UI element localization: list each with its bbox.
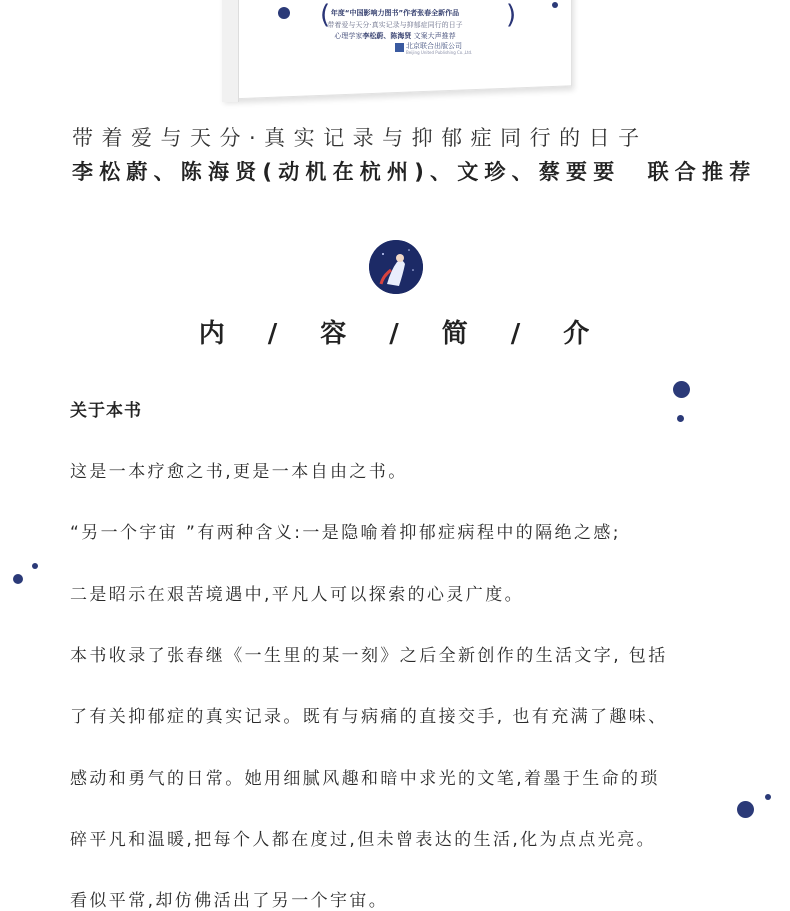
- cover-publisher-en: Beijing United Publishing Co.,Ltd.: [406, 50, 473, 55]
- decor-dot-bottom-2: [765, 794, 771, 800]
- section-title-char-1: 内: [198, 319, 227, 349]
- cover-paren-left: (: [320, 0, 331, 30]
- section-title-sep-1: /: [267, 319, 280, 349]
- section-title-sep-2: /: [389, 319, 401, 349]
- cover-publisher: 北京联合出版公司: [406, 42, 462, 50]
- avatar-figure-icon: [369, 240, 423, 294]
- section-title-sep-3: /: [510, 319, 523, 349]
- about-line-1: 这是一本疗愈之书,更是一本自由之书。: [70, 462, 408, 482]
- cover-line-3-names: 李松蔚、陈海贤: [362, 32, 412, 40]
- headline-recommenders: 李松蔚、陈海贤(动机在杭州)、文珍、蔡要要 联合推荐: [72, 160, 757, 184]
- about-line-4: 本书收录了张春继《一生里的某一刻》之后全新创作的生活文字, 包括: [70, 646, 668, 666]
- cover-line-3: [0, 31, 790, 41]
- section-title-char-2: 容: [320, 319, 349, 349]
- decor-dot-small-top: [677, 415, 684, 422]
- cover-paren-right: ): [506, 0, 517, 30]
- about-line-5: 了有关抑郁症的真实记录。既有与病痛的直接交手, 也有充满了趣味、: [70, 707, 668, 727]
- decor-dot-left-1: [13, 574, 23, 584]
- section-title-char-3: 简: [441, 319, 470, 349]
- cover-line-2: 带着爱与天分·真实记录与抑郁症同行的日子: [327, 21, 463, 29]
- about-line-3: 二是昭示在艰苦境遇中,平凡人可以探索的心灵广度。: [70, 585, 525, 605]
- decor-dot-bottom-1: [737, 801, 754, 818]
- decor-dot-large-top: [673, 381, 690, 398]
- about-line-6: 感动和勇气的日常。她用细腻风趣和暗中求光的文笔,着墨于生命的琐: [70, 769, 660, 789]
- author-avatar: [369, 240, 423, 294]
- section-title: [0, 313, 790, 350]
- publisher-logo: [395, 43, 404, 52]
- section-title-char-4: 介: [563, 319, 592, 349]
- headline-tagline: 带着爱与天分·真实记录与抑郁症同行的日子: [72, 126, 648, 150]
- about-heading: 关于本书: [70, 401, 142, 421]
- cover-line-3-prefix: 心理学家: [334, 32, 363, 40]
- about-line-2: “另一个宇宙 ”有两种含义:一是隐喻着抑郁症病程中的隔绝之感;: [70, 523, 621, 543]
- decor-dot-left-2: [32, 563, 38, 569]
- cover-line-1: 年度“中国影响力图书”作者张春全新作品: [330, 9, 460, 17]
- cover-line-3-suffix: 文案大声推荐: [413, 32, 456, 40]
- about-line-8: 看似平常,却仿佛活出了另一个宇宙。: [70, 891, 389, 911]
- about-line-7: 碎平凡和温暖,把每个人都在度过,但未曾表达的生活,化为点点光亮。: [70, 830, 657, 850]
